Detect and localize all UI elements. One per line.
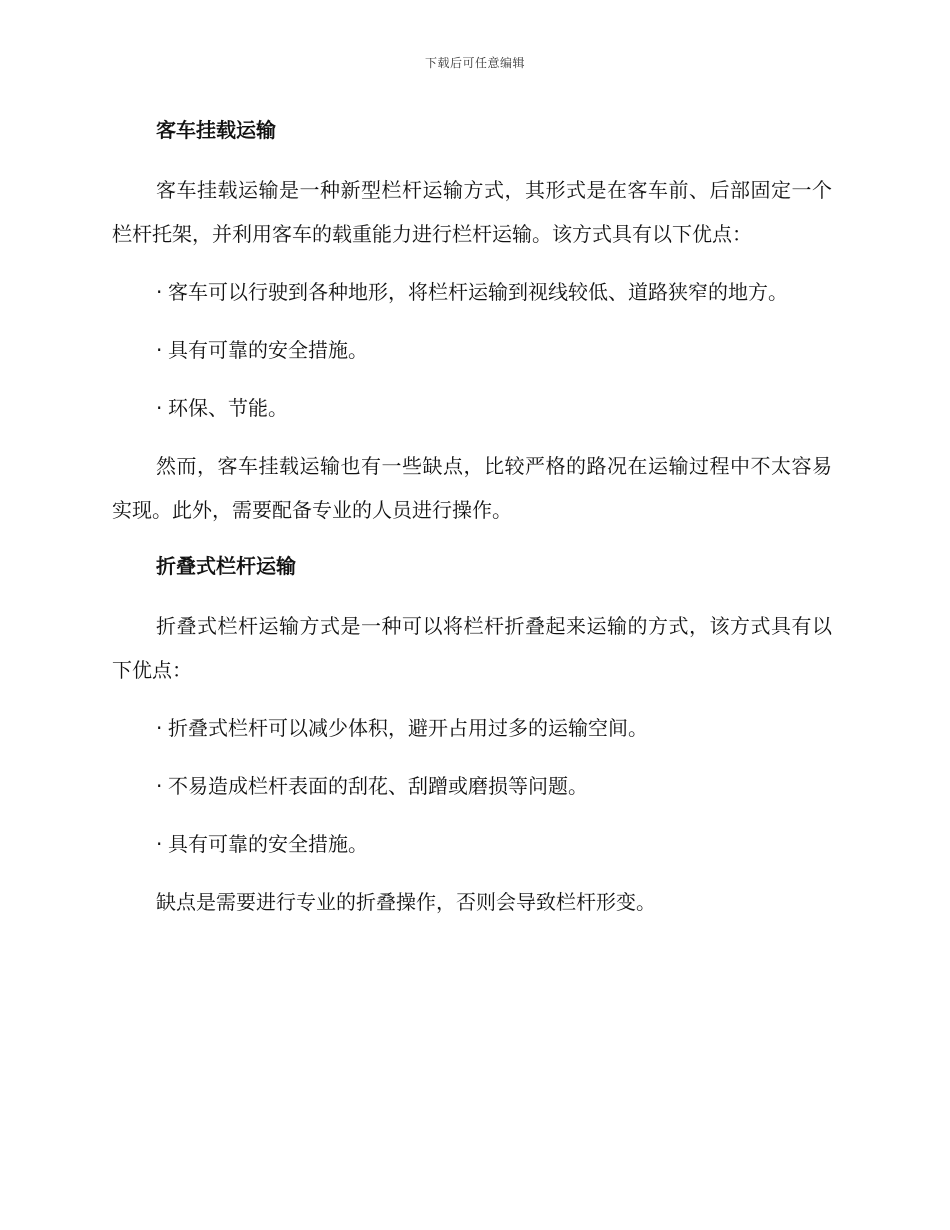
bullet-dot: ·	[156, 716, 163, 740]
bullet-item	[112, 270, 832, 314]
bullet-item	[112, 386, 832, 430]
bullet-dot: ·	[156, 280, 163, 304]
section-intro: 折叠式栏杆运输方式是一种可以将栏杆折叠起来运输的方式，该方式具有以下优点：	[112, 614, 832, 682]
section-passenger-car-transport	[112, 110, 832, 532]
bullet-dot: ·	[156, 338, 163, 362]
bullet-item	[112, 764, 832, 808]
section-folding-railing-transport	[112, 546, 832, 924]
section-intro: 客车挂载运输是一种新型栏杆运输方式，其形式是在客车前、后部固定一个栏杆托架，并利用客车的载重能力进行栏杆运输。该方式具有以下优点：	[112, 178, 832, 246]
bullet-text: 环保、节能。	[168, 396, 288, 420]
section-heading: 折叠式栏杆运输	[156, 554, 296, 578]
bullet-item	[112, 706, 832, 750]
bullet-text: 具有可靠的安全措施。	[168, 338, 368, 362]
bullet-text: 折叠式栏杆可以减少体积，避开占用过多的运输空间。	[168, 716, 648, 740]
bullet-item	[112, 822, 832, 866]
bullet-dot: ·	[156, 832, 163, 856]
section-conclusion: 缺点是需要进行专业的折叠操作，否则会导致栏杆形变。	[156, 890, 656, 914]
bullet-dot: ·	[156, 396, 163, 420]
bullet-dot: ·	[156, 774, 163, 798]
document-body	[112, 110, 832, 938]
bullet-text: 具有可靠的安全措施。	[168, 832, 368, 856]
section-conclusion: 然而，客车挂载运输也有一些缺点，比较严格的路况在运输过程中不太容易实现。此外，需要配备专业的人员进行操作。	[112, 454, 832, 522]
bullet-item	[112, 328, 832, 372]
page-header: 下载后可任意编辑	[424, 56, 525, 70]
bullet-text: 不易造成栏杆表面的刮花、刮蹭或磨损等问题。	[168, 774, 588, 798]
bullet-text: 客车可以行驶到各种地形，将栏杆运输到视线较低、道路狭窄的地方。	[168, 280, 788, 304]
section-heading: 客车挂载运输	[156, 118, 276, 142]
